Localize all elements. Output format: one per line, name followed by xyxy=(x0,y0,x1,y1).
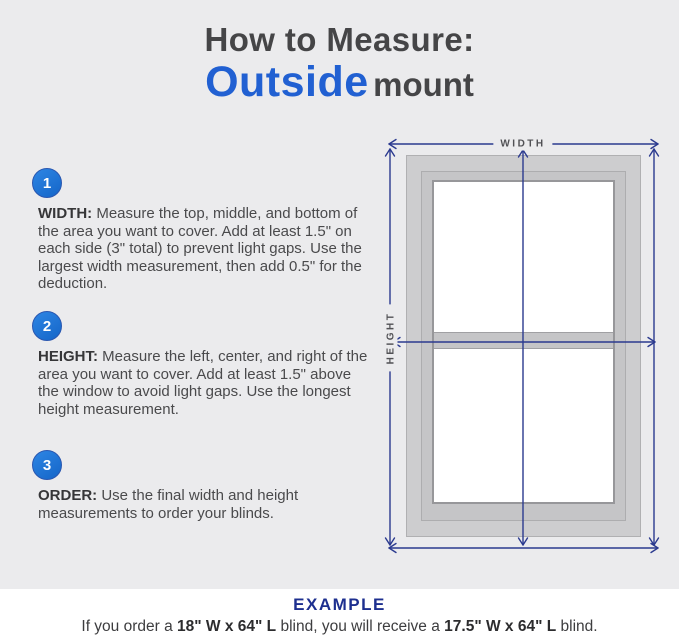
example-suffix: blind. xyxy=(556,618,598,635)
example-heading: EXAMPLE xyxy=(293,595,386,614)
title-highlight: Outside xyxy=(205,58,369,107)
title-line2 xyxy=(0,59,679,106)
step-2-copy xyxy=(38,348,376,418)
step-1-copy xyxy=(38,205,376,293)
step-number: 1 xyxy=(42,174,52,192)
measurement-arrows xyxy=(383,138,679,558)
step-3-copy xyxy=(38,487,376,522)
step-1-text: Measure the top, middle, and bottom of the area you want to cover. Add at least 1.5" on each side (3" total) to prevent light gaps. Use the largest width measurement, then add 0.5" for the deduction. xyxy=(38,205,362,292)
example-middle: blind, you will receive a xyxy=(276,618,445,635)
step-order xyxy=(30,450,380,522)
example-receive-size: 17.5" W x 64" L xyxy=(444,618,557,635)
page-title xyxy=(0,22,679,107)
step-2-text: Measure the left, center, and right of the area you want to cover. Add at least 1.5" above the window to avoid light gaps. Use the longest height measurement. xyxy=(38,348,368,418)
title-line1: How to Measure: xyxy=(204,21,475,58)
step-2-badge xyxy=(32,311,62,341)
title-suffix: mount xyxy=(373,66,474,104)
step-1-badge xyxy=(32,168,62,198)
step-width xyxy=(30,168,380,293)
step-number: 2 xyxy=(42,317,52,335)
step-3-badge xyxy=(32,450,62,480)
right-height-arrow xyxy=(650,149,659,545)
center-horizontal-arrow xyxy=(393,338,655,347)
width-label: WIDTH xyxy=(493,138,552,151)
example-prefix: If you order a xyxy=(81,618,178,635)
center-vertical-arrow xyxy=(519,150,528,545)
step-height xyxy=(30,311,380,418)
window-diagram xyxy=(383,138,679,558)
example-order-size: 18" W x 64" L xyxy=(177,618,277,635)
example-text xyxy=(0,618,679,636)
example-section xyxy=(0,589,679,644)
step-3-text: Use the final width and height measurements to order your blinds. xyxy=(38,487,299,522)
height-label: HEIGHT xyxy=(385,305,398,372)
step-number: 3 xyxy=(42,456,52,474)
step-3-label: ORDER: xyxy=(38,487,98,504)
step-2-label: HEIGHT: xyxy=(38,348,98,365)
step-1-label: WIDTH: xyxy=(38,205,93,222)
